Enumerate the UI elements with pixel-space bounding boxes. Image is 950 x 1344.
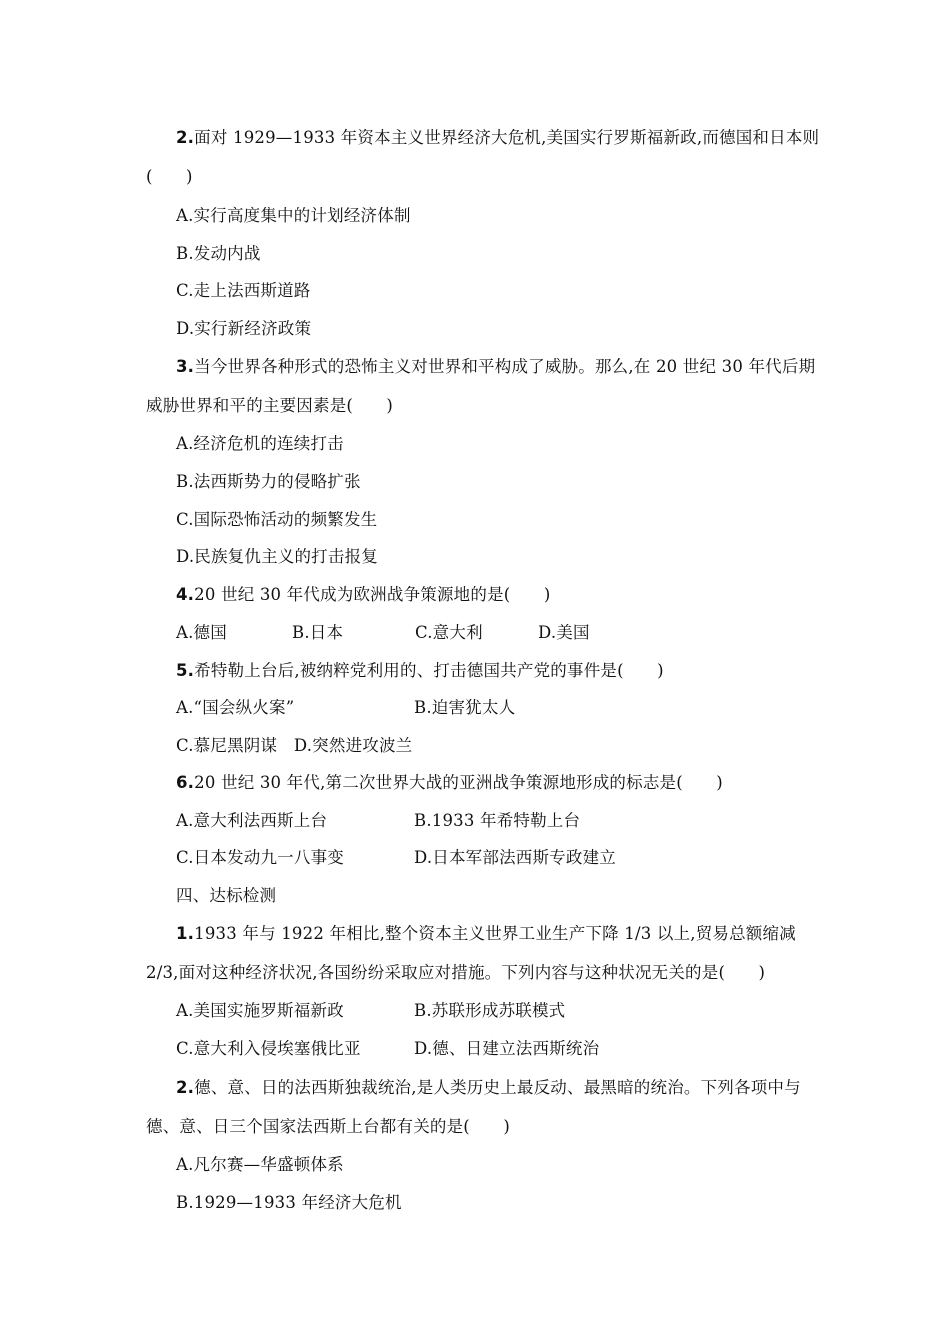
question-6-option-b: B.1933 年希特勒上台 <box>414 811 581 830</box>
question-3-option-a: A.经济危机的连续打击 <box>176 434 344 453</box>
question-4-option-d: D.美国 <box>538 623 590 642</box>
question-number: 5. <box>176 661 195 680</box>
question-5-option-b: B.迫害犹太人 <box>414 698 516 717</box>
question-number: 3. <box>176 357 195 376</box>
question-2-line-2: ( ) <box>146 167 193 186</box>
section-heading: 四、达标检测 <box>176 886 277 905</box>
question-5-options-row-1 <box>176 697 736 719</box>
test-question-2-line-2: 德、意、日三个国家法西斯上台都有关的是( ) <box>146 1117 510 1136</box>
test-question-1-option-d: D.德、日建立法西斯统治 <box>414 1039 600 1058</box>
question-2-option-a: A.实行高度集中的计划经济体制 <box>176 206 411 225</box>
test-question-1-line-1 <box>176 923 796 945</box>
test-question-2-line-1 <box>176 1077 801 1099</box>
question-number: 2. <box>176 1078 195 1097</box>
question-3-option-b: B.法西斯势力的侵略扩张 <box>176 472 361 491</box>
question-text: 面对 1929—1933 年资本主义世界经济大危机,美国实行罗斯福新政,而德国和日本则 <box>194 128 820 147</box>
question-number: 6. <box>176 773 195 792</box>
question-3-line-1 <box>176 356 815 378</box>
test-question-2-option-b: B.1929—1933 年经济大危机 <box>176 1193 402 1212</box>
question-text: 1933 年与 1922 年相比,整个资本主义世界工业生产下降 1/3 以上,贸易总额缩减 <box>194 924 796 943</box>
test-question-1-line-2: 2/3,面对这种经济状况,各国纷纷采取应对措施。下列内容与这种状况无关的是( ) <box>146 963 766 982</box>
question-6-options-row-2 <box>176 847 736 869</box>
test-question-1-options-row-1 <box>176 1000 736 1022</box>
question-6-options-row-1 <box>176 810 736 832</box>
question-6-option-d: D.日本军部法西斯专政建立 <box>414 848 616 867</box>
question-number: 2. <box>176 128 195 147</box>
question-3-option-c: C.国际恐怖活动的频繁发生 <box>176 510 378 529</box>
question-4-option-a: A.德国 <box>176 623 227 642</box>
question-2-line-1 <box>176 127 819 149</box>
question-5-option-a: A.“国会纵火案” <box>176 698 295 717</box>
test-question-2-option-a: A.凡尔赛—华盛顿体系 <box>176 1155 344 1174</box>
question-3-line-2: 威胁世界和平的主要因素是( ) <box>146 396 394 415</box>
question-6-line-1 <box>176 772 723 794</box>
test-question-1-options-row-2 <box>176 1038 736 1060</box>
question-text: 20 世纪 30 年代,第二次世界大战的亚洲战争策源地形成的标志是( ) <box>194 773 723 792</box>
question-4-option-c: C.意大利 <box>415 623 483 642</box>
question-2-option-c: C.走上法西斯道路 <box>176 281 311 300</box>
question-6-option-c: C.日本发动九一八事变 <box>176 848 344 867</box>
question-text: 希特勒上台后,被纳粹党利用的、打击德国共产党的事件是( ) <box>194 661 664 680</box>
question-4-option-b: B.日本 <box>292 623 344 642</box>
question-2-option-b: B.发动内战 <box>176 244 261 263</box>
question-4-line-1 <box>176 584 550 606</box>
question-text: 德、意、日的法西斯独裁统治,是人类历史上最反动、最黑暗的统治。下列各项中与 <box>194 1078 801 1097</box>
question-2-option-d: D.实行新经济政策 <box>176 319 312 338</box>
question-5-line-1 <box>176 660 664 682</box>
test-question-1-option-c: C.意大利入侵埃塞俄比亚 <box>176 1039 361 1058</box>
question-number: 1. <box>176 924 195 943</box>
question-text: 20 世纪 30 年代成为欧洲战争策源地的是( ) <box>194 585 551 604</box>
question-5-options-row-2: C.慕尼黑阴谋 D.突然进攻波兰 <box>176 736 413 755</box>
question-6-option-a: A.意大利法西斯上台 <box>176 811 328 830</box>
question-number: 4. <box>176 585 195 604</box>
question-3-option-d: D.民族复仇主义的打击报复 <box>176 547 378 566</box>
test-question-1-option-b: B.苏联形成苏联模式 <box>414 1001 566 1020</box>
question-4-options-row <box>176 622 696 644</box>
question-text: 当今世界各种形式的恐怖主义对世界和平构成了威胁。那么,在 20 世纪 30 年代后期 <box>194 357 816 376</box>
test-question-1-option-a: A.美国实施罗斯福新政 <box>176 1001 344 1020</box>
